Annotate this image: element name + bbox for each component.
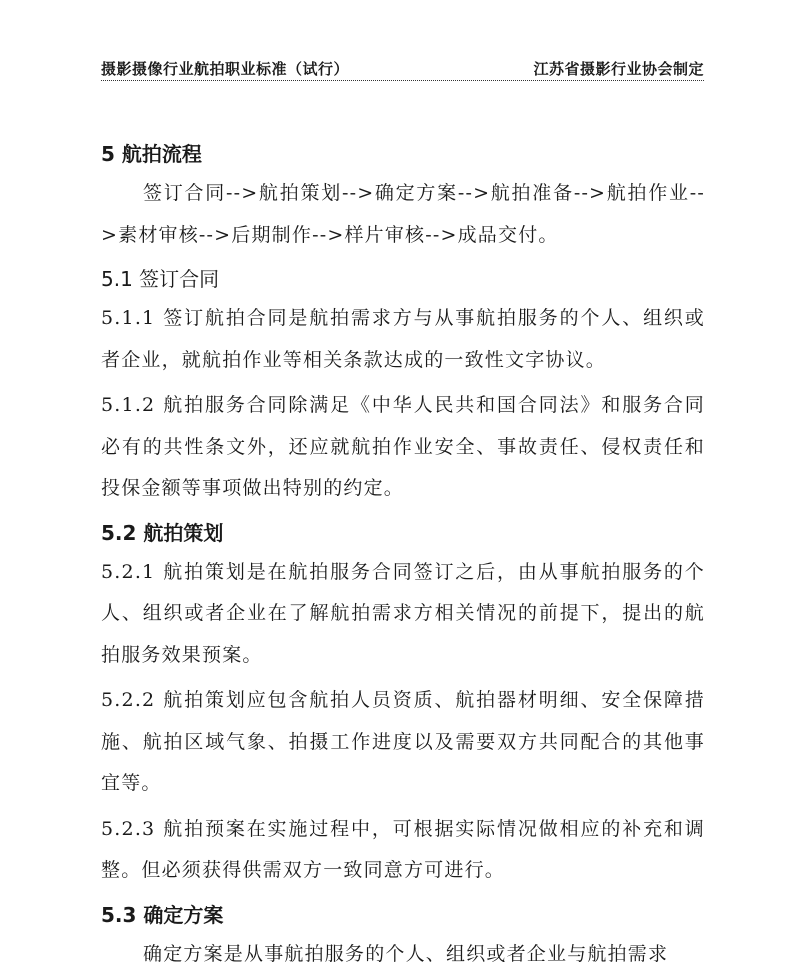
clause-5-1-1: 5.1.1 签订航拍合同是航拍需求方与从事航拍服务的个人、组织或者企业，就航拍作业等相关条款达成的一致性文字协议。 (101, 307, 705, 371)
header-document-title: 摄影摄像行业航拍职业标准（试行） (101, 60, 350, 78)
section-5-1-heading: 5.1 签订合同 (101, 267, 220, 291)
clause-5-1-2: 5.1.2 航拍服务合同除满足《中华人民共和国合同法》和服务合同必有的共性条文外，还应就航拍作业安全、事故责任、侵权责任和投保金额等事项做出特别的约定。 (101, 394, 705, 499)
document-body (101, 133, 705, 975)
header-organization: 江苏省摄影行业协会制定 (533, 60, 704, 78)
section-5-2-heading: 5.2 航拍策划 (101, 520, 224, 545)
section-5-3-heading: 5.3 确定方案 (101, 902, 224, 927)
clause-5-2-3: 5.2.3 航拍预案在实施过程中，可根据实际情况做相应的补充和调整。但必须获得供需双方一致同意方可进行。 (101, 817, 705, 881)
process-flow-paragraph: 签订合同-->航拍策划-->确定方案-->航拍准备-->航拍作业-->素材审核-->后期制作-->样片审核-->成品交付。 (101, 182, 705, 246)
page-header (101, 56, 704, 81)
section-5-heading: 5 航拍流程 (101, 142, 202, 166)
clause-5-2-2: 5.2.2 航拍策划应包含航拍人员资质、航拍器材明细、安全保障措施、航拍区域气象、拍摄工作进度以及需要双方共同配合的其他事宜等。 (101, 689, 705, 794)
section-5-3-paragraph: 确定方案是从事航拍服务的个人、组织或者企业与航拍需求 (143, 942, 669, 965)
clause-5-2-1: 5.2.1 航拍策划是在航拍服务合同签订之后，由从事航拍服务的个人、组织或者企业在了解航拍需求方相关情况的前提下，提出的航拍服务效果预案。 (101, 560, 705, 666)
